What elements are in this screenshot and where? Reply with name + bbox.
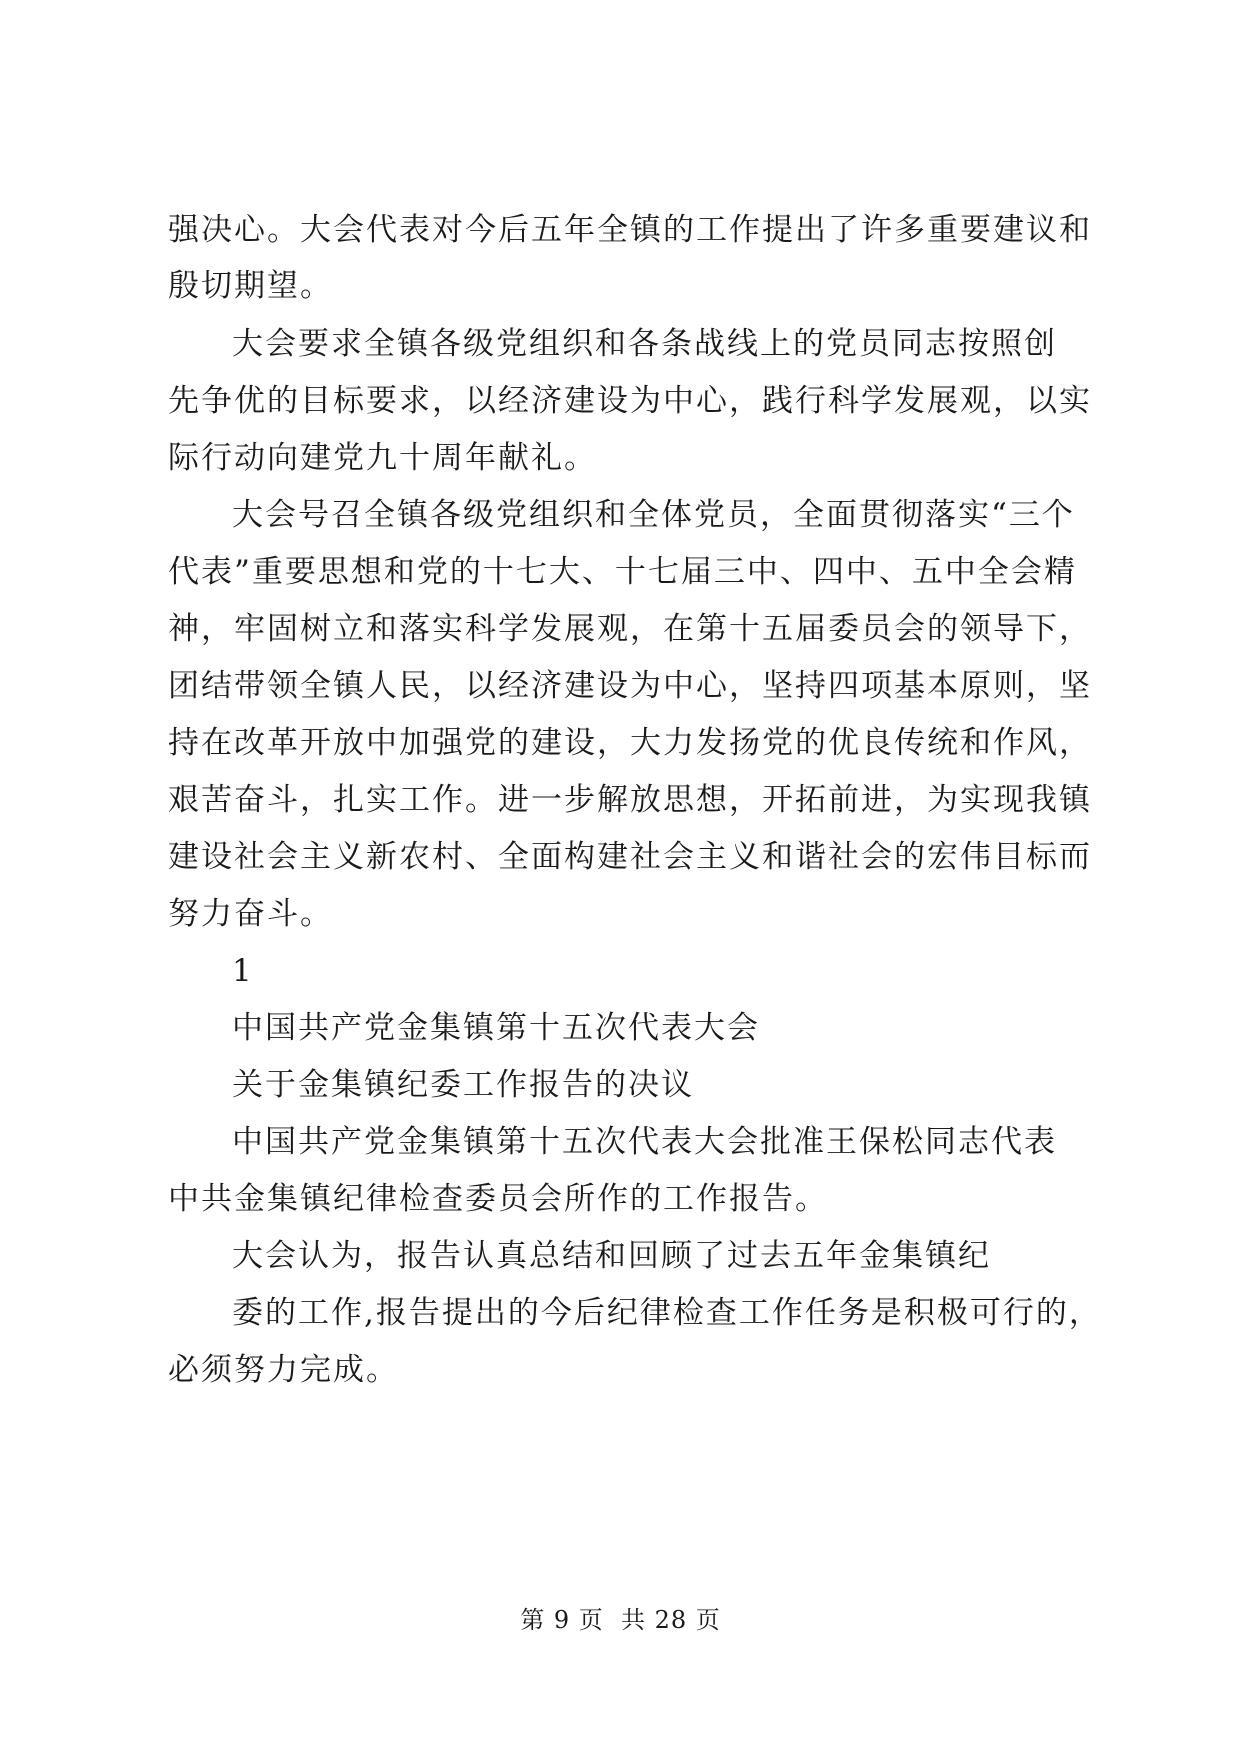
body-line: 大会号召全镇各级党组织和全体党员，全面贯彻落实“三个 [232,497,1075,533]
body-line: 大会认为，报告认真总结和回顾了过去五年金集镇纪 [232,1238,991,1274]
body-line: 持在改革开放中加强党的建设，大力发扬党的优良传统和作风， [168,725,1092,761]
page-footer [0,1605,1241,1635]
body-line: 大会要求全镇各级党组织和各条战线上的党员同志按照创 [232,326,1057,362]
body-line: 殷切期望。 [168,268,333,304]
section-subtitle: 关于金集镇纪委工作报告的决议 [232,1067,694,1103]
body-line: 建设社会主义新农村、全面构建社会主义和谐社会的宏伟目标而 [168,839,1092,875]
body-line: 艰苦奋斗，扎实工作。进一步解放思想，开拓前进，为实现我镇 [168,782,1092,818]
body-line: 努力奋斗。 [168,896,333,932]
body-line: 强决心。大会代表对今后五年全镇的工作提出了许多重要建议和 [168,212,1092,248]
body-line: 委的工作,报告提出的今后纪律检查工作任务是积极可行的， [232,1295,1102,1331]
body-line: 先争优的目标要求，以经济建设为中心，践行科学发展观，以实 [168,383,1092,419]
page-number-inline: 1 [232,953,254,989]
body-line: 代表”重要思想和党的十七大、十七届三中、四中、五中全会精 [168,554,1077,590]
body-line: 神，牢固树立和落实科学发展观，在第十五届委员会的领导下， [168,611,1092,647]
body-line: 必须努力完成。 [168,1352,399,1388]
body-line: 际行动向建党九十周年献礼。 [168,440,597,476]
body-line: 中国共产党金集镇第十五次代表大会批准王保松同志代表 [232,1124,1057,1160]
body-line: 团结带领全镇人民，以经济建设为中心，坚持四项基本原则，坚 [168,668,1092,704]
page-indicator: 第 9 页 共 28 页 [520,1606,721,1634]
body-line: 中共金集镇纪律检查委员会所作的工作报告。 [168,1181,828,1217]
section-title: 中国共产党金集镇第十五次代表大会 [232,1010,760,1046]
